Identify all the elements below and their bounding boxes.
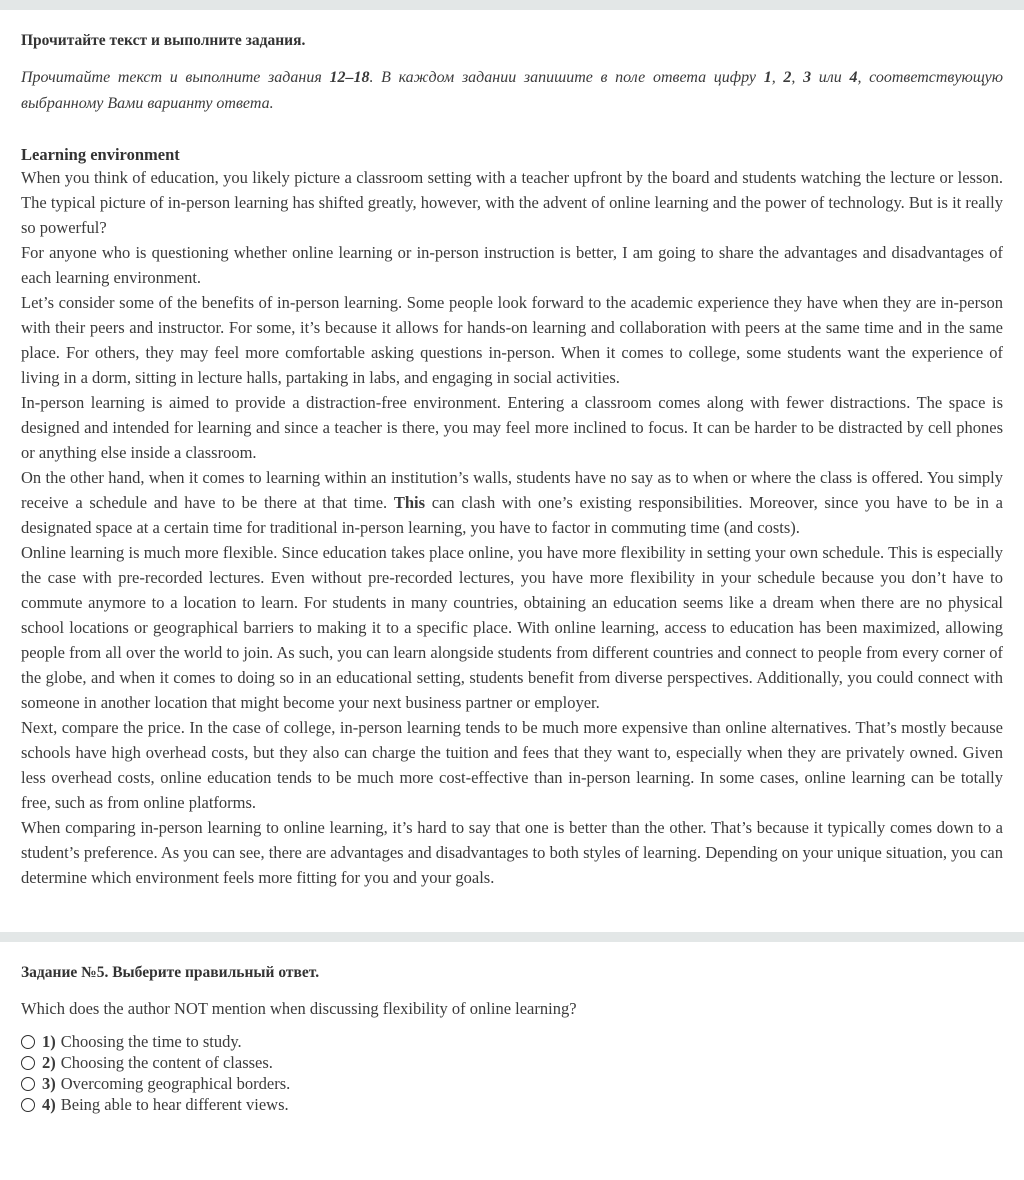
top-divider-bar bbox=[0, 0, 1024, 10]
paragraph: Next, compare the price. In the case of college, in-person learning tends to be much more expensive than online alternatives. That’s mostly because schools have high overhead costs, but they also can charge the tuition and fees that they want to, especially when they are privately owned. Given less overhead costs, online education tends to be much more cost-effective than in-person learning. In some cases, online learning can be totally free, such as from online platforms. bbox=[21, 718, 1003, 812]
option-row-4[interactable] bbox=[21, 1094, 1003, 1115]
paragraph: For anyone who is questioning whether online learning or in-person instruction is better, I am going to share the advantages and disadvantages of each learning environment. bbox=[21, 243, 1003, 287]
option-number: 3) bbox=[42, 1073, 56, 1093]
radio-button-icon[interactable] bbox=[21, 1077, 35, 1091]
option-number: 4) bbox=[42, 1094, 56, 1114]
paragraph: In-person learning is aimed to provide a distraction-free environment. Entering a classroom comes along with fewer distractions. The space is designed and intended for learning and since a teacher is there, you may feel more inclined to focus. It can be harder to be distracted by cell phones or anything else inside a classroom. bbox=[21, 393, 1003, 462]
radio-button-icon[interactable] bbox=[21, 1056, 35, 1070]
option-label: Overcoming geographical borders. bbox=[60, 1073, 291, 1093]
task-section bbox=[0, 963, 1024, 1115]
radio-button-icon[interactable] bbox=[21, 1035, 35, 1049]
options-list bbox=[21, 1031, 1003, 1115]
text-title: Learning environment bbox=[21, 145, 180, 164]
paragraph: Online learning is much more flexible. Since education takes place online, you have more flexibility in setting your own schedule. This is especially the case with pre-recorded lectures. Even without pre-recorded lectures, you have more flexibility in your schedule because you don’t have to commute anymore to a location to learn. For students in many countries, obtaining an education seems like a dream when there are no physical school locations or geographical barriers to making it to a specific place. With online learning, access to education has been maximized, allowing people from all over the world to join. As such, you can learn alongside students from different countries and connect to people from every corner of the globe, and when it comes to doing so in an educational setting, students benefit from diverse perspectives. Additionally, you could connect with someone in another location that might become your next business partner or employer. bbox=[21, 543, 1003, 712]
option-number: 2) bbox=[42, 1052, 56, 1072]
option-label: Choosing the content of classes. bbox=[60, 1052, 273, 1072]
reading-section bbox=[0, 31, 1024, 890]
option-label: Choosing the time to study. bbox=[60, 1031, 242, 1051]
paragraph: When comparing in-person learning to online learning, it’s hard to say that one is better than the other. That’s because it typically comes down to a student’s preference. As you can see, there are advantages and disadvantages to both styles of learning. Depending on your unique situation, you can determine which environment feels more fitting for you and your goals. bbox=[21, 818, 1003, 887]
task-title: Задание №5. Выберите правильный ответ. bbox=[21, 964, 320, 981]
option-row-3[interactable] bbox=[21, 1073, 1003, 1094]
reading-instruction-text: Прочитайте текст и выполните задания 12–18. В каждом задании запишите в поле ответа цифру 1, 2, 3 или 4, соответствующую выбранному Вами варианту ответа. bbox=[21, 69, 1004, 112]
option-row-1[interactable] bbox=[21, 1031, 1003, 1052]
question-text: Which does the author NOT mention when discussing flexibility of online learning? bbox=[21, 999, 577, 1018]
paragraph: Let’s consider some of the benefits of in-person learning. Some people look forward to the academic experience they have when they are in-person with their peers and instructor. For some, it’s because it allows for hands-on learning and collaboration with peers at the same time and in the same place. For others, they may feel more comfortable asking questions in-person. When it comes to college, some students want the experience of living in a dorm, sitting in lecture halls, partaking in labs, and engaging in social activities. bbox=[21, 293, 1003, 387]
option-number: 1) bbox=[42, 1031, 56, 1051]
reading-text-body bbox=[21, 165, 1003, 890]
reading-instruction-title: Прочитайте текст и выполните задания. bbox=[21, 32, 306, 49]
paragraph: On the other hand, when it comes to learning within an institution’s walls, students have no say as to when or where the class is offered. You simply receive a schedule and have to be there at that time. This can clash with one’s existing responsibilities. Moreover, since you have to be in a designated space at a certain time for traditional in-person learning, you have to factor in commuting time (and costs). bbox=[21, 468, 1003, 537]
option-label: Being able to hear different views. bbox=[60, 1094, 289, 1114]
radio-button-icon[interactable] bbox=[21, 1098, 35, 1112]
option-row-2[interactable] bbox=[21, 1052, 1003, 1073]
section-divider-bar bbox=[0, 932, 1024, 942]
paragraph: When you think of education, you likely picture a classroom setting with a teacher upfront by the board and students watching the lecture or lesson. The typical picture of in-person learning has shifted greatly, however, with the advent of online learning and the power of technology. But is it really so powerful? bbox=[21, 168, 1003, 237]
